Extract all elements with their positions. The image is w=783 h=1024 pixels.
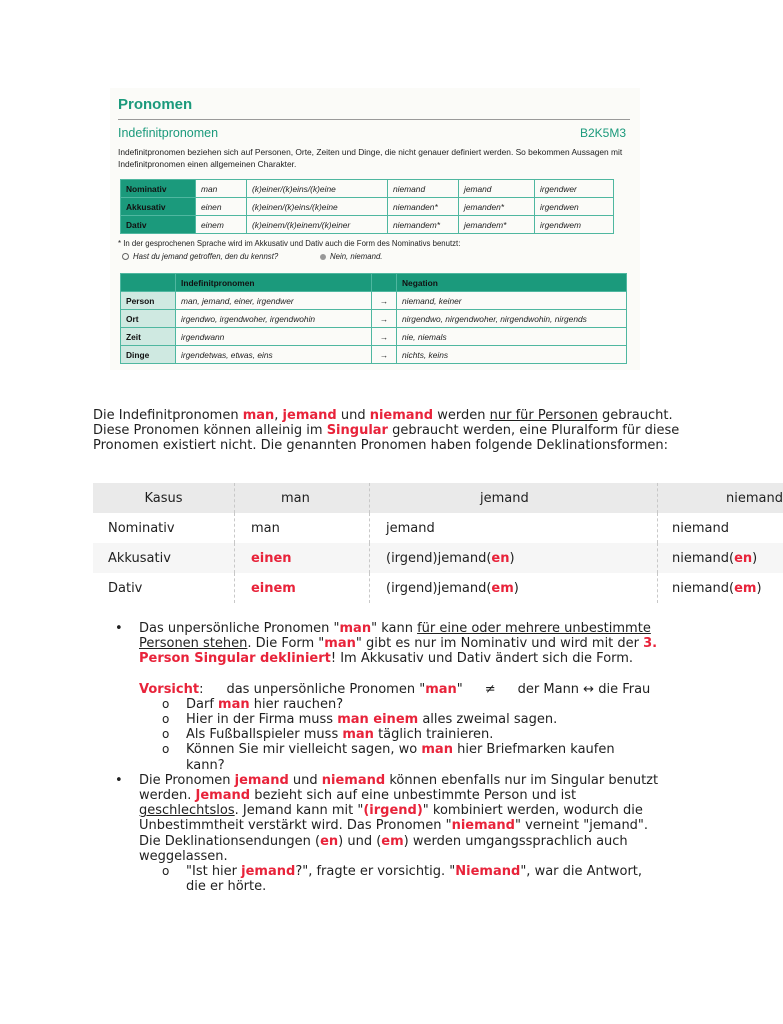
table-cell: man [196,180,247,198]
jemand-cell: jemand [370,513,658,543]
table-row [121,328,627,346]
highlight: Jemand [195,788,251,804]
table-cell: nie, niemals [397,328,627,346]
text: " gibt es nur im Nominativ und wird mit der [355,636,644,652]
scan-subtitle: Indefinitpronomen [118,126,219,140]
caution-label: Vorsicht [139,681,200,697]
text: der Mann ↔ die Frau [517,681,651,697]
highlight: Singular [326,423,388,439]
underlined-text: geschlechtslos [139,803,235,819]
man-cell: man [234,513,369,543]
text: "Ist hier [186,864,242,880]
header-kasus: Kasus [93,483,234,513]
highlight: em [381,833,404,849]
filled-circle-icon [320,254,326,260]
text: . Jemand kann mit " [234,803,364,819]
scan-footnote: * In der gesprochenen Sprache wird im Akkusativ und Dativ auch die Form des Nominativs benutzt: [118,239,461,248]
text: alles zweimal sagen. [418,712,558,728]
scan-title: Pronomen [118,96,193,113]
text: (irgend)jemand( [386,580,492,596]
text: ) [509,550,515,566]
text: " verneint "jemand". Die Deklinationsendungen ( [139,818,649,849]
text: können ebenfalls nur im Singular benutzt werden. [139,772,659,804]
table-cell: irgendwen [535,198,614,216]
header-man: man [234,483,369,513]
table-cell: nichts, keins [397,346,627,364]
table-cell: (k)einer/(k)eins/(k)eine [247,180,388,198]
scan-title-rule [118,119,630,120]
table-cell: jemanden* [459,198,535,216]
text: Hier in der Firma muss [186,712,338,728]
ending: en [491,550,510,566]
sub-list-item [139,697,699,712]
text: hier Briefmarken kaufen kann? [186,742,615,773]
highlight: jemand [241,864,296,880]
table-cell: irgendwo, irgendwoher, irgendwohin [176,310,372,328]
table-cell: irgendwem [535,216,614,234]
highlight: niemand [369,408,434,423]
header-jemand: jemand [370,483,658,513]
scan-code: B2K5M3 [579,126,626,140]
highlight: man [425,681,457,697]
sub-bullet-icon: o [162,696,170,711]
text: (irgend)jemand( [386,550,492,566]
list-item [115,621,699,773]
highlight: man einem [337,712,419,728]
text: ) [752,550,758,566]
table-cell: Person [121,292,176,310]
sub-bullet-icon: o [162,712,170,727]
text: werden [433,408,490,423]
jemand-cell [370,543,658,573]
arrow-icon: → [372,310,397,328]
arrow-icon: → [372,346,397,364]
list-item [115,772,669,895]
table-cell: Dinge [121,346,176,364]
ending: en [734,550,753,566]
text: niemand( [672,550,735,566]
highlight: man [339,621,372,636]
table-cell: Akkusativ [121,198,196,216]
table-cell: niemandem* [388,216,459,234]
text: niemand( [672,580,735,596]
table-row [121,310,627,328]
niemand-cell [658,573,783,603]
table-header-cell: Negation [397,274,627,292]
highlight: man [218,696,250,712]
declension-table-small [120,179,614,234]
table-row [121,216,614,234]
text: täglich trainieren. [373,727,494,743]
highlight: man [324,636,356,652]
sub-list-item [139,864,666,894]
table-cell: irgendwer [535,180,614,198]
man-cell: einen [234,543,369,573]
table-row [121,292,627,310]
table-cell: irgendwann [176,328,372,346]
underlined-text: für eine oder mehrere unbestimmte Personen stehen [139,621,651,652]
table-cell: (k)einen/(k)eins/(k)eine [247,198,388,216]
text: . Die Form " [247,636,325,652]
explanation-list [115,621,699,895]
table-header-row [121,274,627,292]
text: , [274,408,283,423]
text: " kann [371,621,418,636]
niemand-cell [658,543,783,573]
sub-list-item [139,712,699,727]
highlight: en [320,833,339,849]
highlight: niemand [451,818,515,834]
highlight: Niemand [455,864,521,880]
scan-intro: Indefinitpronomen beziehen sich auf Personen, Orte, Zeiten und Dinge, die nicht genauer definiert werden. So bekommen Aussagen mit Indefinitpronomen einen allgemeinen Charakter. [118,147,623,169]
text: das unpersönliche Pronomen " [226,681,426,697]
header-niemand: niemand [658,483,783,513]
table-row [121,180,614,198]
kasus-cell: Dativ [108,580,143,596]
example-answer-text: Nein, niemand. [330,252,383,261]
circle-icon [122,253,129,260]
negation-table [120,273,627,364]
niemand-cell: niemand [658,513,783,543]
underlined-text: nur für Personen [489,408,598,423]
table-row [93,573,783,603]
table-header-row [93,483,783,513]
table-row [93,543,783,573]
table-row [93,513,783,543]
text: und [336,408,370,423]
sub-list-item [139,727,699,742]
caution-line [139,682,699,697]
table-cell: einem [196,216,247,234]
text: ) werden umgangssprachlich auch weggelassen. [139,833,628,864]
highlight: 3. Person Singular dekliniert [139,636,658,667]
table-row [121,346,627,364]
text: Das unpersönliche Pronomen " [139,621,340,636]
highlight: man [342,727,374,743]
text: ?", fragte er vorsichtig. " [295,864,456,880]
ending: em [734,580,757,596]
table-header-cell [121,274,176,292]
text: ) und ( [338,833,382,849]
table-cell: niemand [388,180,459,198]
table-cell: Ort [121,310,176,328]
declension-table [93,483,783,603]
table-cell: Dativ [121,216,196,234]
text: ) [513,580,519,596]
table-cell: jemand [459,180,535,198]
table-cell: einen [196,198,247,216]
intro-paragraph [93,408,693,454]
highlight: man [242,408,275,423]
table-cell: Zeit [121,328,176,346]
text: " kombiniert werden, wodurch die Unbestimmtheit verstärkt wird. Das Pronomen " [139,803,643,834]
example-answer [320,252,382,261]
text: : [199,681,204,697]
man-cell: einem [234,573,369,603]
sub-list-item [139,742,656,772]
text: Die Pronomen [139,772,235,788]
text: ! Im Akkusativ und Dativ ändert sich die Form. [330,651,634,667]
arrow-icon: → [372,292,397,310]
highlight: jemand [234,772,289,788]
table-cell: irgendetwas, etwas, eins [176,346,372,364]
text: ", war die Antwort, die er hörte. [186,864,643,895]
table-cell: nirgendwo, nirgendwoher, nirgendwohin, nirgends [397,310,627,328]
bullet-icon: • [115,772,123,788]
highlight: (irgend) [363,803,423,819]
table-cell: (k)einem/(k)einem/(k)einer [247,216,388,234]
text: gebraucht werden, eine Pluralform für diese Pronomen existiert nicht. Die genannten Pronomen haben folgende Deklinationsformen: [93,423,680,454]
table-cell: niemand, keiner [397,292,627,310]
example-question [122,252,278,261]
arrow-icon: → [372,328,397,346]
table-cell: man, jemand, einer, irgendwer [176,292,372,310]
example-question-text: Hast du jemand getroffen, den du kennst? [133,252,279,261]
table-cell: Nominativ [121,180,196,198]
sub-bullet-icon: o [162,727,170,742]
highlight: man [421,742,453,758]
text: Darf [186,696,219,712]
highlight: jemand [282,408,337,423]
table-row [121,198,614,216]
table-header-cell: Indefinitpronomen [176,274,372,292]
table-cell: jemandem* [459,216,535,234]
sub-bullet-icon: o [162,864,170,879]
table-header-cell [372,274,397,292]
kasus-cell: Akkusativ [93,543,234,573]
text: Die Indefinitpronomen [93,408,243,423]
text: und [288,772,322,788]
table-cell: niemanden* [388,198,459,216]
text: Können Sie mir vielleicht sagen, wo [186,742,422,758]
ending: em [491,580,514,596]
text: ) [756,580,762,596]
sub-bullet-icon: o [162,742,170,757]
text: hier rauchen? [249,696,344,712]
kasus-cell: Nominativ [108,520,175,536]
text: bezieht sich auf eine unbestimmte Person und ist [250,788,577,804]
highlight: niemand [321,772,386,788]
text: gebraucht. Diese Pronomen können alleinig im [93,408,673,439]
text: Als Fußballspieler muss [186,727,343,743]
not-equal-icon: ≠ [484,681,496,697]
textbook-scan [110,88,640,370]
jemand-cell [370,573,658,603]
bullet-icon: • [115,621,123,636]
spacer [139,667,699,682]
text: " [456,681,463,697]
